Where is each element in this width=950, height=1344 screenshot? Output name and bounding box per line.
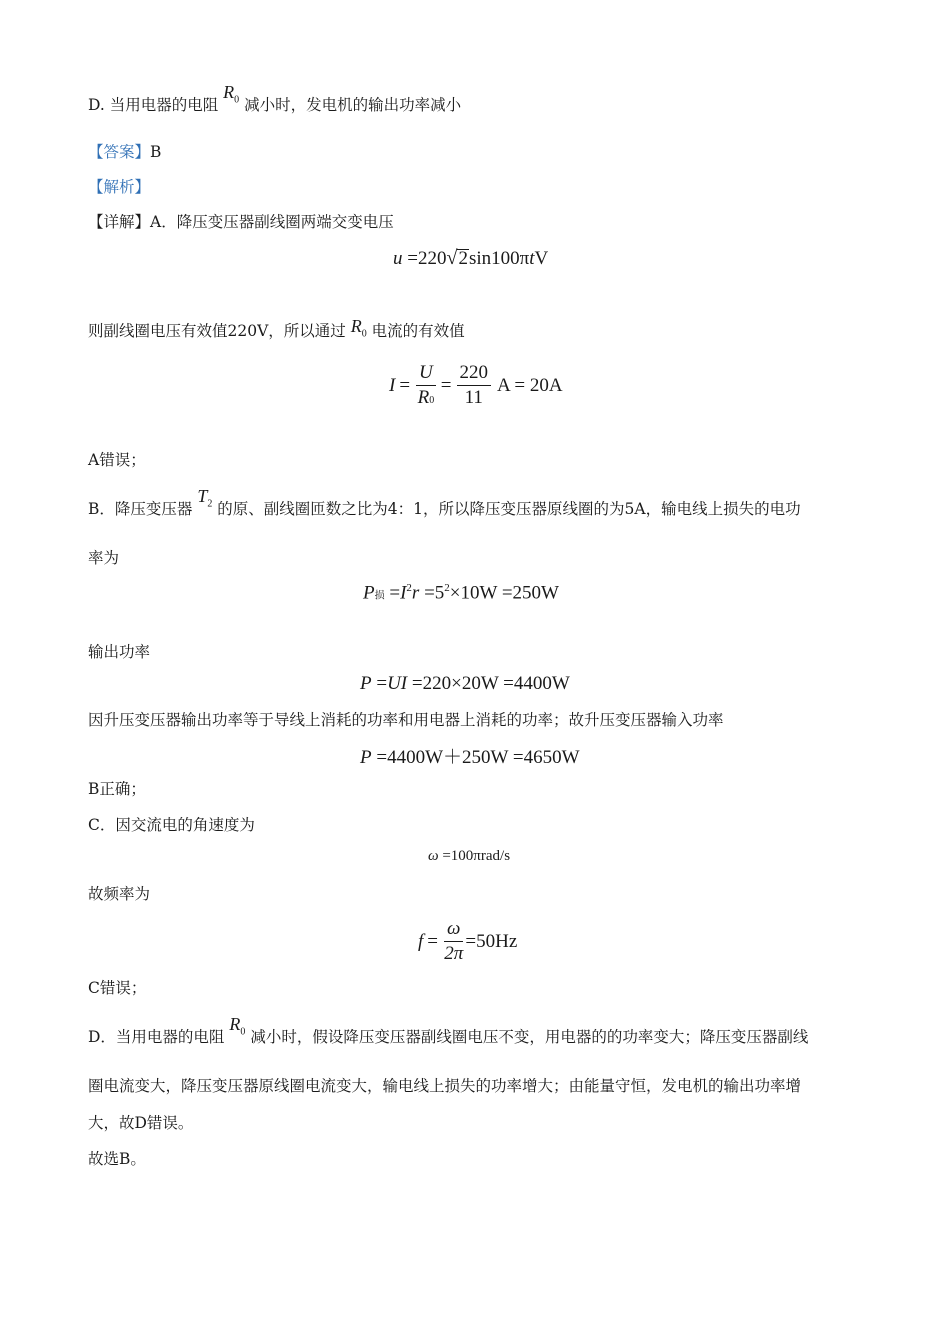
d-detail-line	[88, 1014, 809, 1055]
eq-output-power: P =UI =220×20W =4400W	[360, 673, 570, 694]
r0-symbol-3: $R_0$	[229, 1014, 246, 1038]
d-detail-text-end: 减小时，假设降压变压器副线圈电压不变，用电器的的功率变大；降压变压器副线	[250, 1028, 809, 1046]
b-correct: B正确；	[88, 780, 146, 798]
detail-label: 【详解】	[88, 213, 151, 231]
since-line: 因升压变压器输出功率等于导线上消耗的功率和用电器上消耗的功率；故升压变压器输入功率	[88, 711, 724, 729]
t2-symbol: $T_2$	[197, 486, 213, 510]
c-intro: C．因交流电的角速度为	[88, 816, 255, 834]
b-intro-text-end: 的原、副线圈匝数之比为4：1，所以降压变压器原线圈的为5A，输电线上损失的电功	[217, 500, 801, 518]
option-d-text-end: 减小时，发电机的输出功率减小	[244, 96, 462, 114]
detail-text: A．降压变压器副线圈两端交变电压	[150, 213, 394, 231]
eq-power-loss: P损 $=I^2r =5^2\times 10W =250W$	[363, 582, 559, 604]
answer-line	[88, 142, 161, 162]
d-detail-cont-1: 圈电流变大，降压变压器原线圈电流变大，输电线上损失的功率增大；由能量守恒，发电机的输出功率增	[88, 1077, 802, 1095]
eq-voltage: u =220√2sin100πtV	[393, 247, 549, 269]
b-intro-cont: 率为	[88, 549, 120, 567]
answer-value: B	[150, 143, 162, 161]
freq-text: 故频率为	[88, 885, 151, 903]
c-wrong: C错误；	[88, 979, 147, 997]
answer-label: 【答案】	[88, 143, 151, 161]
a-wrong: A错误；	[88, 451, 146, 469]
b-intro-text: B．降压变压器	[88, 500, 193, 518]
option-d-line	[88, 82, 462, 123]
r0-symbol-2: $R_0$	[350, 316, 367, 340]
eq-frequency: f = $\frac{\omega}{2\pi}$ =50Hz	[418, 918, 518, 964]
conclusion: 故选B。	[88, 1150, 146, 1168]
detail-line	[88, 212, 394, 232]
eq-current: I = $\frac{U}{R0}$ = $\frac{220}{11}$ A = 20A	[389, 362, 563, 408]
vrms-text: 则副线圈电压有效值220V，所以通过	[88, 322, 346, 340]
option-d-text: D. 当用电器的电阻	[88, 96, 219, 114]
analysis-label: 【解析】	[88, 178, 151, 196]
eq-input-power: P =4400W＋250W =4650W	[360, 747, 580, 768]
vrms-line	[88, 316, 465, 349]
b-intro-line	[88, 486, 801, 527]
vrms-text-end: 电流的有效值	[371, 322, 465, 340]
d-detail-text: D．当用电器的电阻	[88, 1028, 225, 1046]
eq-omega: ω =100πrad/s	[428, 848, 511, 864]
output-power-label: 输出功率	[88, 643, 151, 661]
r0-symbol: $R_0$	[223, 82, 240, 106]
d-detail-cont-2: 大，故D错误。	[88, 1114, 194, 1132]
